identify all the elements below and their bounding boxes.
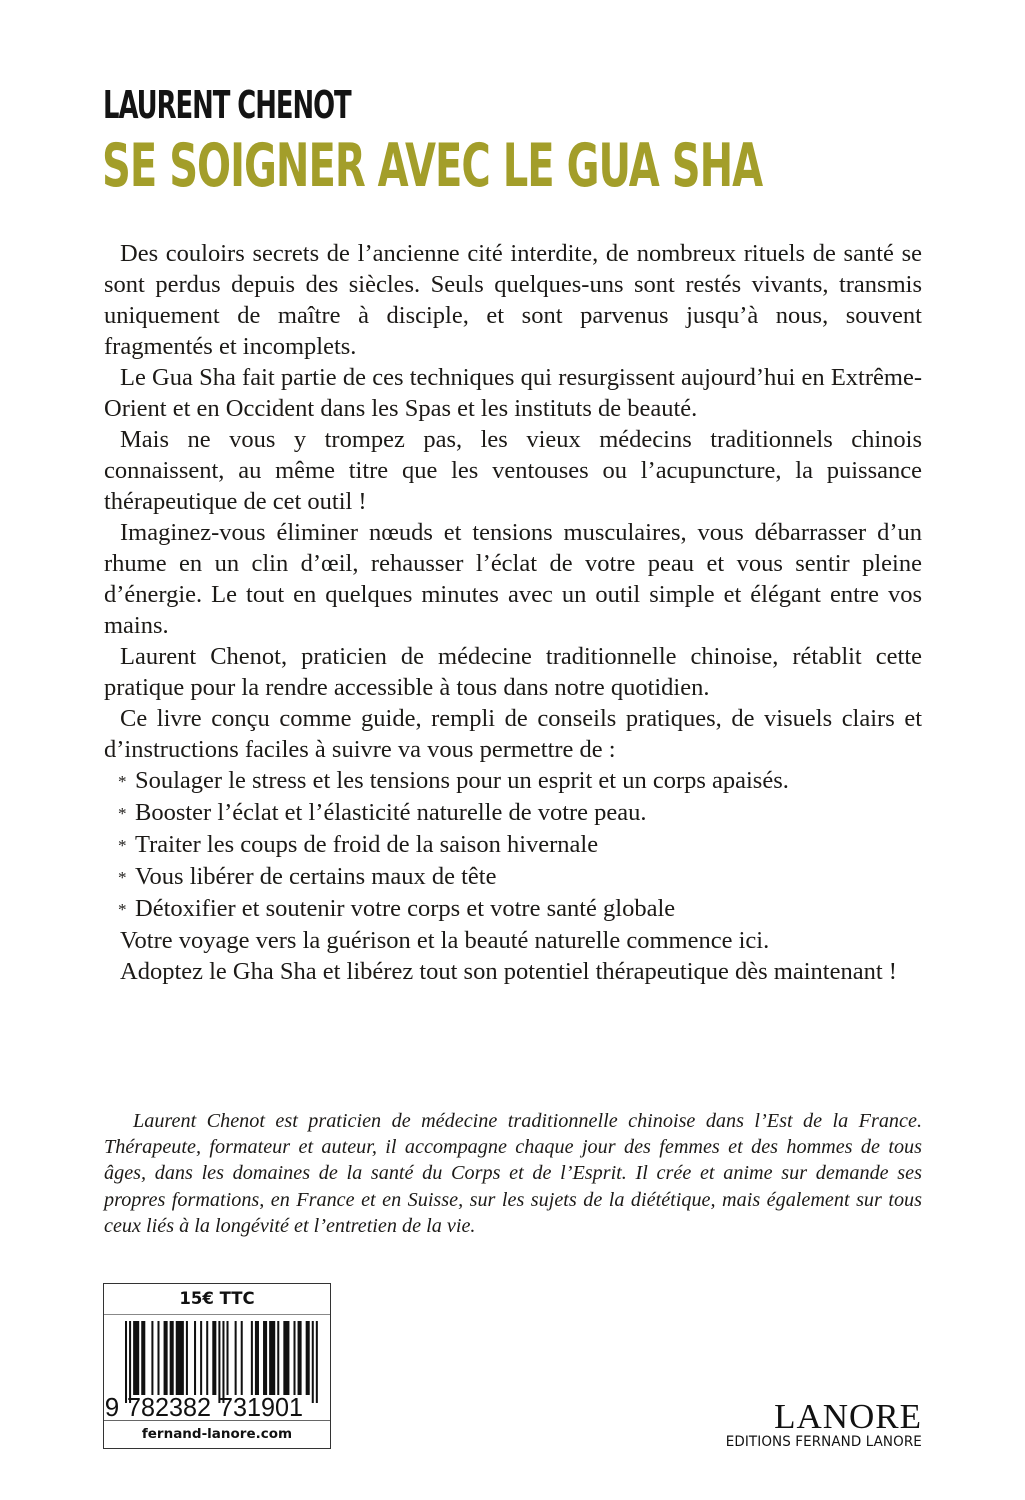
barcode-bar — [306, 1321, 310, 1395]
blurb-paragraph: Des couloirs secrets de l’ancienne cité interdite, de nombreux rituels de santé se sont perdus depuis des siècles. Seuls quelques-uns sont restés vivants, transmis uniquement de maître à disciple, et sont parvenus jusqu’à nous, souvent fragmentés et incomplets. — [104, 240, 922, 360]
barcode-guard-bar — [125, 1321, 127, 1403]
barcode-bar — [283, 1321, 289, 1395]
barcode-bar — [176, 1321, 184, 1395]
barcode-bar — [194, 1321, 196, 1395]
barcode-bar — [241, 1321, 243, 1395]
benefit-item — [104, 829, 922, 861]
barcode-bar — [141, 1321, 145, 1395]
blurb-paragraph: Le Gua Sha fait partie de ces techniques qui resurgissent aujourd’hui en Extrême-Orient et en Occident dans les Spas et les instituts de beauté. — [104, 364, 922, 422]
author-name: LAURENT CHENOT — [103, 83, 351, 127]
barcode-guard-bar — [222, 1321, 224, 1403]
isbn-left-digits: 782382 — [127, 1392, 211, 1420]
barcode-bar — [212, 1321, 216, 1395]
barcode-bar — [277, 1321, 279, 1395]
barcode-bar — [269, 1321, 275, 1395]
asterisk-bullet-icon: * — [118, 900, 127, 919]
benefit-text: Vous libérer de certains maux de tête — [135, 863, 497, 890]
asterisk-bullet-icon: * — [118, 836, 127, 855]
publisher-name: EDITIONS FERNAND LANORE — [725, 1434, 922, 1450]
benefit-text: Traiter les coups de froid de la saison hivernale — [135, 831, 599, 858]
barcode-bar — [227, 1321, 229, 1395]
price-barcode-box — [103, 1283, 331, 1449]
benefits-list — [104, 765, 922, 925]
barcode-bar — [298, 1321, 302, 1395]
closing-line: Votre voyage vers la guérison et la beauté naturelle commence ici. — [120, 927, 770, 954]
asterisk-bullet-icon: * — [118, 868, 127, 887]
barcode-guard-bar — [218, 1321, 220, 1403]
book-title: SE SOIGNER AVEC LE GUA SHA — [102, 131, 763, 201]
barcode-bar — [263, 1321, 267, 1395]
author-bio: Laurent Chenot est praticien de médecine traditionnelle chinoise dans l’Est de la France. Thérapeute, formateur et auteur, il accompagne chaque jour des femmes et des hommes de tous âges, dans les domaines de la santé du Corps et de l’Esprit. Il crée et anime sur demande ses propres formations, en France et en Suisse, sur les sujets de la diététique, mais également sur tous ceux liés à la longévité et l’entretien de la vie. — [104, 1110, 922, 1237]
barcode-bars — [125, 1321, 318, 1403]
back-cover-blurb — [104, 238, 922, 987]
isbn-barcode — [104, 1315, 330, 1421]
blurb-paragraph: Ce livre conçu comme guide, rempli de conseils pratiques, de visuels clairs et d’instructions faciles à suivre va vous permettre de : — [104, 705, 922, 763]
asterisk-bullet-icon: * — [118, 772, 127, 791]
benefit-item — [104, 765, 922, 797]
barcode-bar — [206, 1321, 208, 1395]
benefit-item — [104, 797, 922, 829]
barcode-bar — [235, 1321, 237, 1395]
barcode-guard-bar — [129, 1321, 131, 1403]
blurb-paragraph: Laurent Chenot, praticien de médecine traditionnelle chinoise, rétablit cette pratique pour la rendre accessible à tous dans notre quotidien. — [104, 643, 922, 701]
barcode-bar — [255, 1321, 259, 1395]
barcode-bar — [200, 1321, 202, 1395]
blurb-paragraph: Mais ne vous y trompez pas, les vieux médecins traditionnels chinois connaissent, au même titre que les ventouses ou l’acupuncture, la puissance thérapeutique de cet outil ! — [104, 426, 922, 515]
barcode-bar — [186, 1321, 188, 1395]
benefit-text: Soulager le stress et les tensions pour un esprit et un corps apaisés. — [135, 767, 789, 794]
barcode-guard-bar — [312, 1321, 314, 1403]
asterisk-bullet-icon: * — [118, 804, 127, 823]
price-label: 15€ TTC — [104, 1284, 330, 1315]
barcode-bar — [133, 1321, 139, 1395]
barcode-graphic — [104, 1315, 329, 1420]
benefit-text: Détoxifier et soutenir votre corps et votre santé globale — [135, 895, 676, 922]
benefit-item — [104, 893, 922, 925]
barcode-bar — [151, 1321, 153, 1395]
barcode-bar — [164, 1321, 168, 1395]
publisher-website: fernand-lanore.com — [141, 1426, 293, 1442]
blurb-paragraph: Imaginez-vous éliminer nœuds et tensions musculaires, vous débarrasser d’un rhume en un clin d’œil, rehausser l’éclat de votre peau et vous sentir pleine d’énergie. Le tout en quelques minutes avec un outil simple et élégant entre vos mains. — [104, 519, 922, 639]
benefit-text: Booster l’éclat et l’élasticité naturelle de votre peau. — [135, 799, 647, 826]
barcode-guard-bar — [316, 1321, 318, 1403]
barcode-bar — [293, 1321, 295, 1395]
barcode-bar — [157, 1321, 159, 1395]
barcode-bar — [251, 1321, 253, 1395]
publisher-logo: LANORE — [774, 1397, 922, 1436]
barcode-bar — [170, 1321, 174, 1395]
closing-line: Adoptez le Gha Sha et libérez tout son potentiel thérapeutique dès maintenant ! — [120, 958, 897, 985]
isbn-right-digits: 731901 — [219, 1392, 303, 1420]
benefit-item — [104, 861, 922, 893]
isbn-lead-digit: 9 — [104, 1392, 120, 1420]
